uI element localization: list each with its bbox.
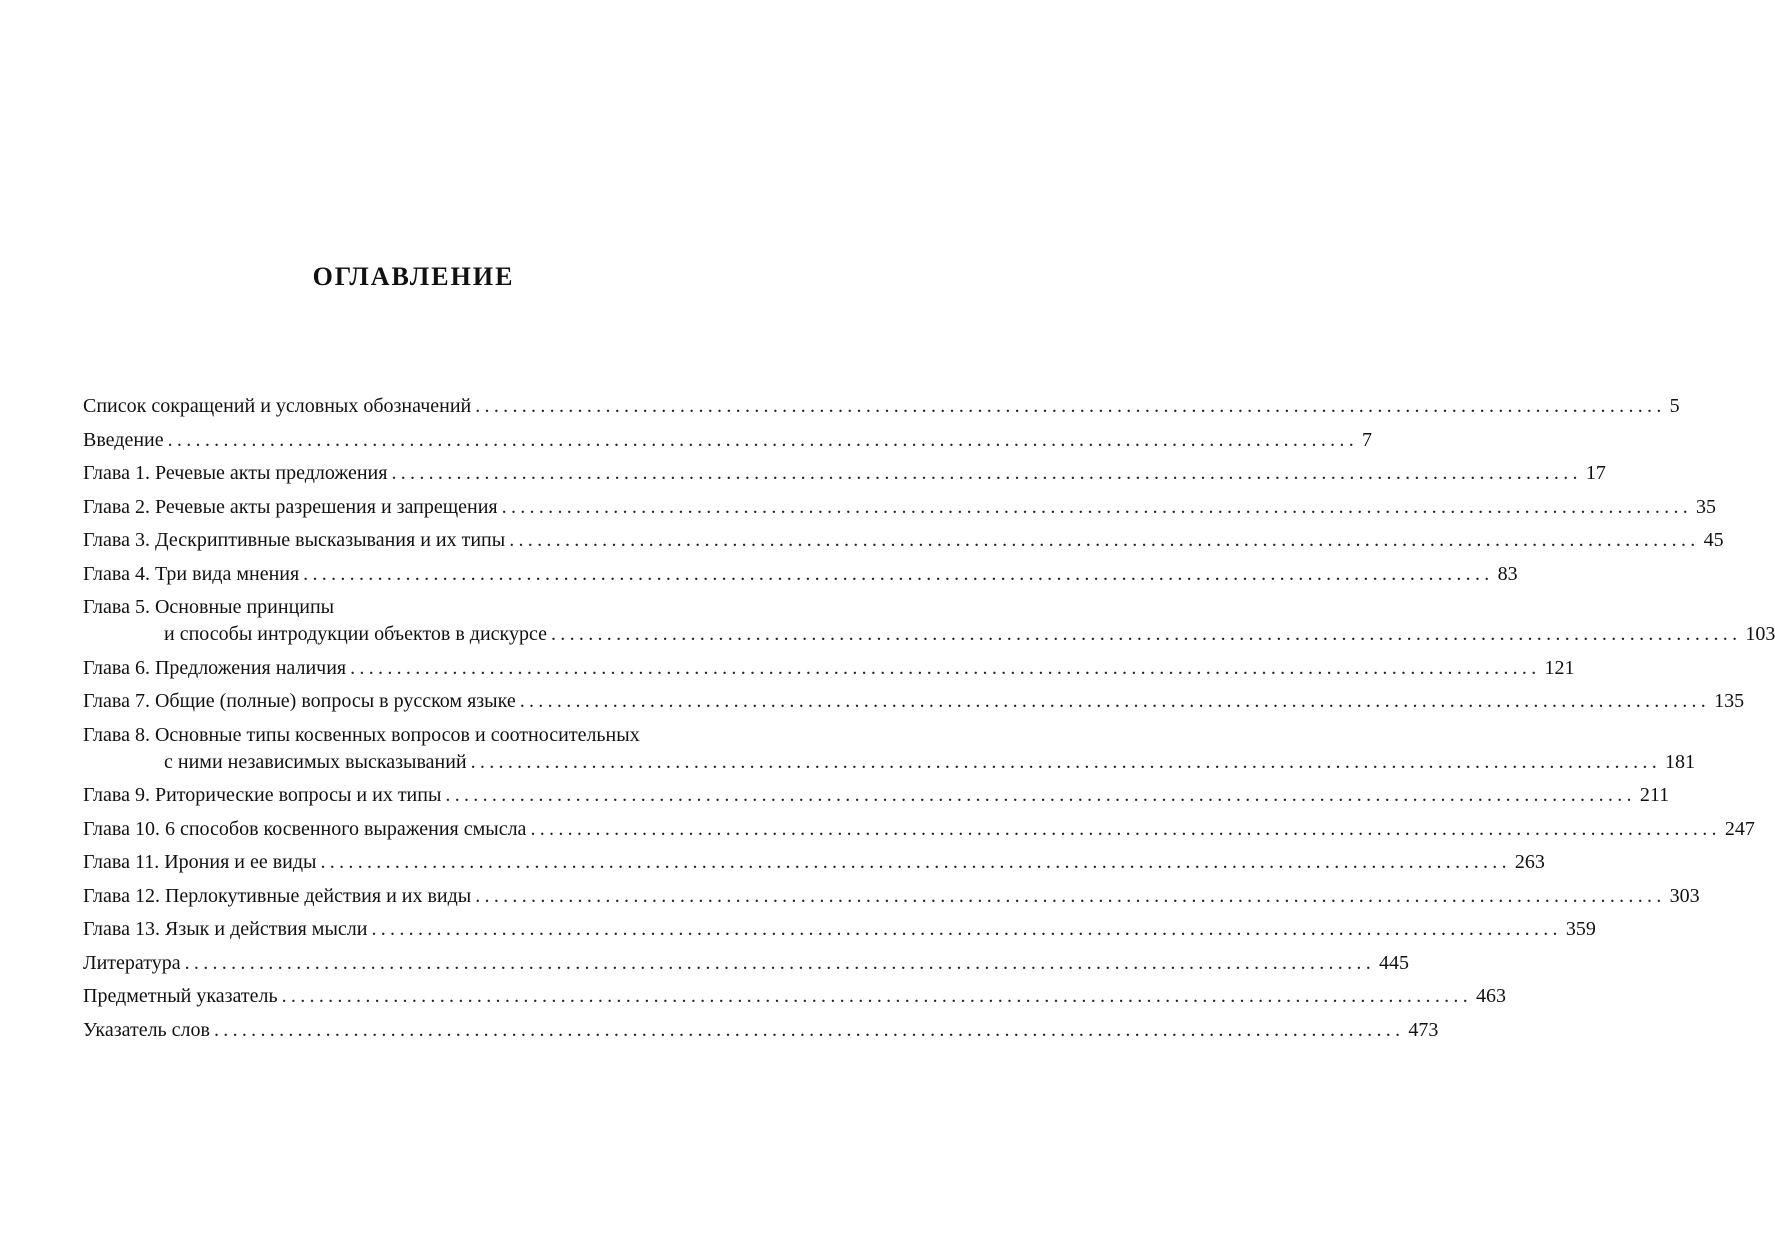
toc-leader-dots: ................................................................................................................................ <box>303 562 1494 585</box>
toc-entry <box>83 688 1745 715</box>
toc-entry <box>83 655 1575 682</box>
toc-entry-title: Глава 2. Речевые акты разрешения и запрещения <box>83 495 498 518</box>
toc-leader-dots: ................................................................................................................................ <box>530 817 1721 840</box>
toc-page-number: 473 <box>1408 1018 1439 1041</box>
toc-page-number: 7 <box>1362 428 1373 451</box>
toc-entry-line <box>83 655 1575 682</box>
toc-entry <box>83 494 1717 521</box>
toc-page-number: 359 <box>1565 918 1596 940</box>
toc-leader-dots: ................................................................................................................................ <box>509 529 1700 551</box>
toc-entry <box>83 427 1373 454</box>
toc-page-number: 263 <box>1514 851 1545 873</box>
toc-entry-title: и способы интродукции объектов в дискурсе <box>164 623 547 645</box>
toc-entry-line <box>83 950 1410 977</box>
toc-entry <box>83 916 1596 943</box>
toc-page-number: 83 <box>1497 562 1518 585</box>
toc-entry-line <box>83 688 1745 715</box>
toc-entry-title: с ними независимых высказываний <box>164 750 467 773</box>
toc-entry <box>83 816 1755 843</box>
toc-entry-title: Глава 10. 6 способов косвенного выражения смысла <box>83 817 527 840</box>
toc-entry-title: Введение <box>83 428 164 451</box>
toc-leader-dots: ................................................................................................................................ <box>475 395 1666 417</box>
toc-entry <box>83 983 1507 1010</box>
toc-entry-line <box>83 561 1518 588</box>
toc-entry-title: Глава 13. Язык и действия мысли <box>83 918 368 940</box>
toc-leader-dots: ................................................................................................................................ <box>371 918 1562 940</box>
toc-leader-dots: ................................................................................................................................ <box>320 851 1511 873</box>
toc-entry <box>83 393 1680 420</box>
toc-page-number: 103 <box>1745 623 1775 645</box>
toc-entry-title: Указатель слов <box>83 1018 210 1041</box>
toc-leader-dots: ................................................................................................................................ <box>184 951 1376 974</box>
toc-entry-line <box>83 816 1755 843</box>
toc-entry <box>83 782 1670 809</box>
toc-leader-dots: ................................................................................................................................ <box>551 623 1742 645</box>
page-title: ОГЛАВЛЕНИЕ <box>312 262 515 291</box>
toc-entry-line <box>83 722 744 749</box>
toc-page-number: 463 <box>1476 985 1507 1007</box>
toc-entry-title: Глава 7. Общие (полные) вопросы в русском языке <box>83 690 516 712</box>
toc-page-number: 121 <box>1544 656 1575 679</box>
toc-entry-line <box>83 916 1596 943</box>
toc-leader-dots: ................................................................................................................................ <box>470 750 1662 773</box>
toc-entry <box>83 722 1696 776</box>
toc-leader-dots: ................................................................................................................................ <box>445 784 1636 806</box>
toc-page-number: 35 <box>1696 495 1717 518</box>
toc-leader-dots: ................................................................................................................................ <box>519 690 1711 712</box>
toc-leader-dots: ................................................................................................................................ <box>501 495 1693 518</box>
toc-entry-line <box>83 883 1700 910</box>
toc-entry-title: Список сокращений и условных обозначений <box>83 395 472 417</box>
toc-entry <box>83 561 1518 588</box>
toc-leader-dots: ................................................................................................................................ <box>167 428 1359 451</box>
toc-page-number: 135 <box>1714 690 1745 712</box>
toc-entry-line <box>83 1017 1439 1044</box>
toc-leader-dots: ................................................................................................................................ <box>350 656 1541 679</box>
toc-entry-title: Глава 4. Три вида мнения <box>83 562 300 585</box>
toc-entry-title: Глава 1. Речевые акты предложения <box>83 462 388 484</box>
toc-entry <box>83 849 1545 876</box>
toc-entry-title: Предметный указатель <box>83 985 278 1007</box>
toc-entry <box>83 527 1724 554</box>
toc-entry-title: Глава 3. Дескриптивные высказывания и их типы <box>83 529 506 551</box>
toc-entry-line <box>83 494 1717 521</box>
toc-entry-line <box>83 621 1775 648</box>
table-of-contents <box>83 393 1775 1050</box>
toc-entry-line <box>83 983 1507 1010</box>
toc-page-number: 5 <box>1669 395 1680 417</box>
toc-entry-line <box>83 594 744 621</box>
toc-entry-line <box>83 782 1670 809</box>
toc-page-number: 17 <box>1585 462 1606 484</box>
toc-entry-line <box>83 460 1606 487</box>
toc-page-number: 211 <box>1639 784 1670 806</box>
toc-page-number: 445 <box>1379 951 1410 974</box>
toc-entry-line <box>83 427 1373 454</box>
toc-leader-dots: ................................................................................................................................ <box>475 884 1666 907</box>
toc-entry-title: Глава 6. Предложения наличия <box>83 656 347 679</box>
toc-entry <box>83 883 1700 910</box>
toc-page-number: 247 <box>1724 817 1755 840</box>
toc-page-number: 181 <box>1665 750 1696 773</box>
toc-entry-title: Литература <box>83 951 181 974</box>
toc-entry-line <box>83 749 1696 776</box>
toc-entry <box>83 1017 1439 1044</box>
toc-entry-title: Глава 12. Перлокутивные действия и их виды <box>83 884 472 907</box>
toc-entry-title: Глава 9. Риторические вопросы и их типы <box>83 784 442 806</box>
toc-entry <box>83 950 1410 977</box>
toc-entry-title: Глава 8. Основные типы косвенных вопросов и соотносительных <box>83 723 640 746</box>
toc-entry <box>83 460 1606 487</box>
toc-entry-title: Глава 5. Основные принципы <box>83 596 335 618</box>
toc-leader-dots: ................................................................................................................................ <box>213 1018 1405 1041</box>
toc-leader-dots: ................................................................................................................................ <box>391 462 1582 484</box>
toc-page-number: 45 <box>1703 529 1724 551</box>
toc-entry-line <box>83 849 1545 876</box>
toc-entry-line <box>83 393 1680 420</box>
toc-entry <box>83 594 1775 648</box>
toc-leader-dots: ................................................................................................................................ <box>281 985 1473 1007</box>
toc-entry-title: Глава 11. Ирония и ее виды <box>83 851 317 873</box>
toc-entry-line <box>83 527 1724 554</box>
toc-page-number: 303 <box>1669 884 1700 907</box>
